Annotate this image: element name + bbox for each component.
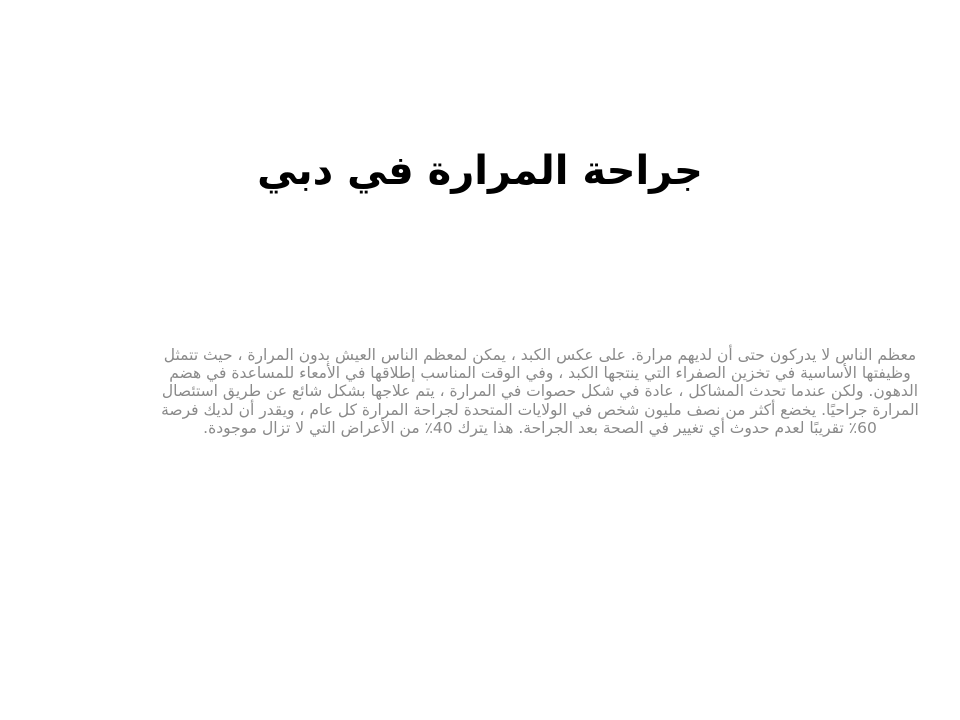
slide-title: جراحة المرارة في دبي [257, 148, 703, 194]
slide-body-text: معظم الناس لا يدركون حتى أن لديهم مرارة. على عكس الكبد ، يمكن لمعظم الناس العيش بدون المرارة ، حيث تتمثل وظيفتها الأساسية في تخزين الصفراء التي ينتجها الكبد ، وفي الوقت المناسب إطلاقها في الأمعاء للمساعدة في هضم الدهون. ولكن عندما تحدث المشاكل ، عادة في شكل حصوات في المرارة ، يتم علاجها بشكل شائع عن طريق استئصال المرارة جراحيًا. يخضع أكثر من نصف مليون شخص في الولايات المتحدة لجراحة المرارة كل عام ، ويقدر أن لديك فرصة 60٪ تقريبًا لعدم حدوث أي تغيير في الصحة بعد الجراحة. هذا يترك 40٪ من الأعراض التي لا تزال موجودة. [161, 346, 919, 437]
